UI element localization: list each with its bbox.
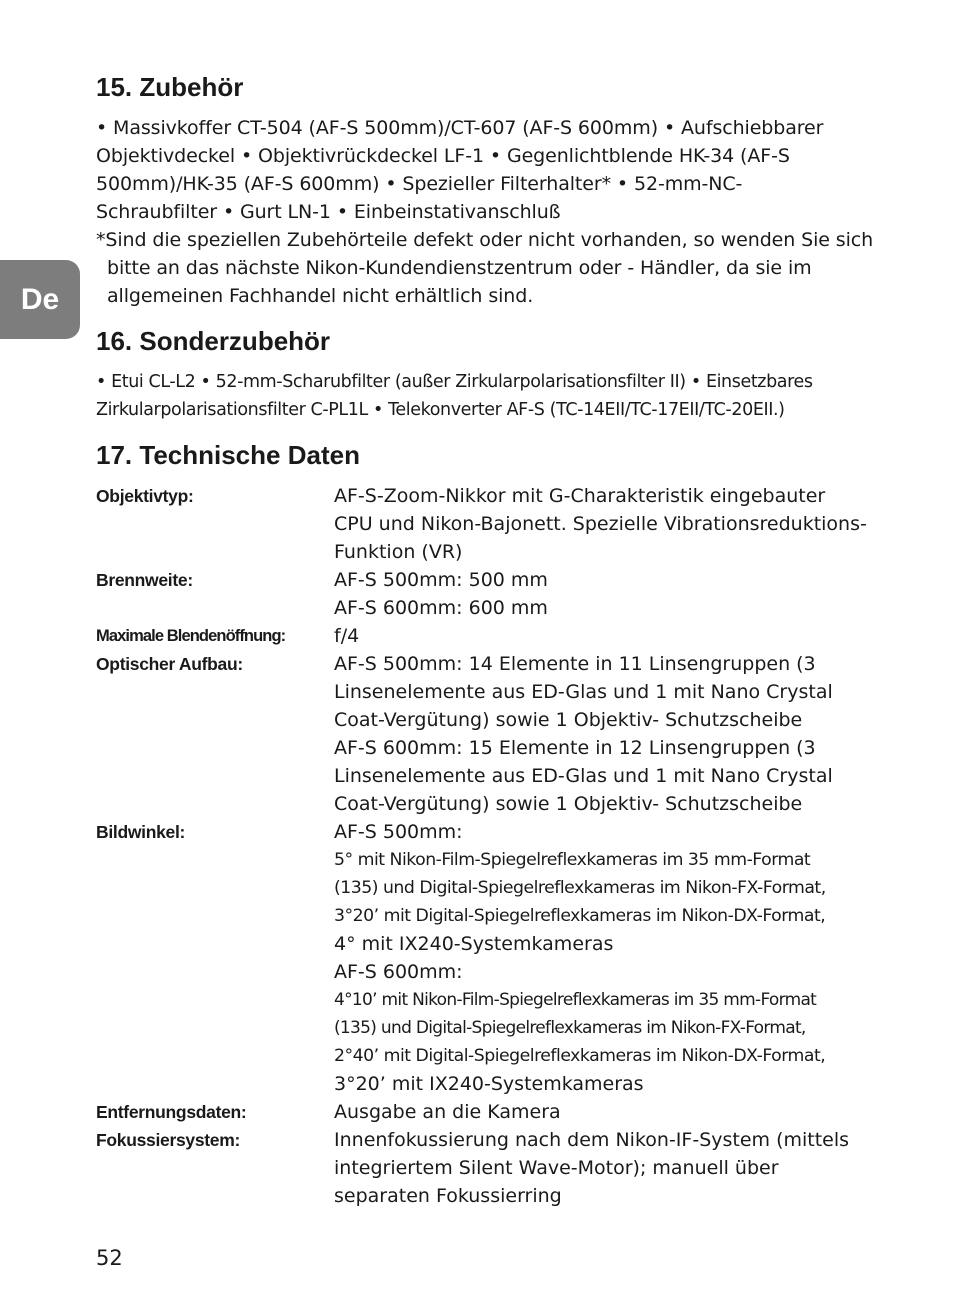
spec-row-blende (96, 622, 886, 650)
section-15-line: • Massivkoffer CT-504 (AF-S 500mm)/CT-607 (AF-S 600mm) • Aufschiebbarer (96, 117, 824, 139)
spec-line: 4°10’ mit Nikon-Film-Spiegelreflexkameras im 35 mm-Format (334, 990, 817, 1010)
page-content (96, 68, 886, 1210)
section-15-line: Objektivdeckel • Objektivrückdeckel LF-1 • Gegenlichtblende HK-34 (AF-S (96, 145, 790, 167)
spec-line: AF-S-Zoom-Nikkor mit G-Charakteristik eingebauter (334, 485, 826, 507)
spec-text: 600 mm (462, 597, 548, 619)
section-15-footnote: *Sind die speziellen Zubehörteile defekt oder nicht vorhanden, so wenden Sie sich bitte an das nächste Nikon-Kundendienstzentrum oder - Händler, da sie im allgemeinen Fachhandel nicht erhältlich sind. (96, 229, 874, 307)
spec-text: 14 Elemente in 11 Linsengruppen (3 (462, 653, 816, 675)
spec-text: 15 Elemente in 12 Linsengruppen (3 (462, 737, 816, 759)
spec-line: Coat-Vergütung) sowie 1 Objektiv- Schutzscheibe (334, 709, 803, 731)
spec-line: 2°40’ mit Digital-Spiegelreflexkameras im Nikon-DX-Format, (334, 1046, 826, 1066)
spec-row-fokus (96, 1126, 886, 1210)
spec-value (334, 1098, 886, 1126)
spec-line: integriertem Silent Wave-Motor); manuell über (334, 1157, 779, 1179)
spec-line: separaten Fokussierring (334, 1185, 562, 1207)
spec-row-objektivtyp (96, 482, 886, 566)
section-15-line: Schraubfilter • Gurt LN-1 • Einbeinstativanschluß (96, 201, 561, 223)
spec-line (334, 594, 886, 622)
spec-line: 5° mit Nikon-Film-Spiegelreflexkameras im 35 mm-Format (334, 850, 811, 870)
model-prefix: AF-S 600mm: (334, 597, 463, 619)
spec-label: Bildwinkel: (96, 822, 186, 842)
spec-line: f/4 (334, 625, 360, 647)
spec-row-entfernung (96, 1098, 886, 1126)
spec-row-brennweite (96, 566, 886, 622)
spec-line (334, 650, 886, 678)
spec-text: 500 mm (462, 569, 548, 591)
spec-line: Innenfokussierung nach dem Nikon-IF-System (mittels (334, 1129, 850, 1151)
spec-line: Linsenelemente aus ED-Glas und 1 mit Nano Crystal (334, 681, 833, 703)
section-15-title: 15. Zubehör (96, 72, 244, 102)
section-16-body (96, 368, 886, 424)
section-15-line: 500mm)/HK-35 (AF-S 600mm) • Spezieller Filterhalter* • 52-mm-NC- (96, 173, 743, 195)
spec-label: Objektivtyp: (96, 486, 194, 506)
model-prefix: AF-S 500mm: (334, 569, 463, 591)
spec-table (96, 482, 886, 1210)
spec-line (334, 734, 886, 762)
spec-line: Funktion (VR) (334, 541, 463, 563)
model-prefix: AF-S 500mm: (334, 821, 463, 843)
spec-label: Brennweite: (96, 570, 193, 590)
spec-label: Entfernungsdaten: (96, 1102, 247, 1122)
spec-line: Coat-Vergütung) sowie 1 Objektiv- Schutzscheibe (334, 793, 803, 815)
page-number: 52 (96, 1246, 123, 1270)
spec-value (334, 566, 886, 622)
section-16-title: 16. Sonderzubehör (96, 326, 331, 356)
spec-label: Optischer Aufbau: (96, 654, 243, 674)
spec-line: 3°20’ mit Digital-Spiegelreflexkameras im Nikon-DX-Format, (334, 906, 826, 926)
spec-label: Maximale Blendenöffnung: (96, 627, 286, 645)
spec-row-aufbau (96, 650, 886, 818)
spec-value (334, 622, 886, 650)
spec-line: 3°20’ mit IX240-Systemkameras (334, 1073, 644, 1095)
spec-value (334, 818, 886, 1098)
model-prefix: AF-S 600mm: (334, 737, 463, 759)
model-prefix: AF-S 500mm: (334, 653, 463, 675)
spec-value (334, 650, 886, 818)
section-16-line: • Etui CL-L2 • 52-mm-Scharubfilter (außer Zirkularpolarisationsfilter II) • Einsetzbares (96, 372, 813, 392)
spec-row-bildwinkel (96, 818, 886, 1098)
spec-line: CPU und Nikon-Bajonett. Spezielle Vibrationsreduktions- (334, 513, 867, 535)
model-prefix: AF-S 600mm: (334, 961, 463, 983)
spec-line: (135) und Digital-Spiegelreflexkameras im Nikon-FX-Format, (334, 1018, 806, 1038)
section-17-title: 17. Technische Daten (96, 440, 360, 470)
spec-value (334, 482, 886, 566)
spec-line: (135) und Digital-Spiegelreflexkameras im Nikon-FX-Format, (334, 878, 826, 898)
spec-line: Linsenelemente aus ED-Glas und 1 mit Nano Crystal (334, 765, 833, 787)
spec-label: Fokussiersystem: (96, 1130, 241, 1150)
spec-line: 4° mit IX240-Systemkameras (334, 933, 614, 955)
spec-value (334, 1126, 886, 1210)
spec-line (334, 566, 886, 594)
language-tab: De (0, 260, 80, 339)
section-16-line: Zirkularpolarisationsfilter C-PL1L • Telekonverter AF-S (TC-14EII/TC-17EII/TC-20EII.) (96, 400, 785, 420)
spec-line: Ausgabe an die Kamera (334, 1101, 561, 1123)
section-15-body (96, 114, 886, 310)
